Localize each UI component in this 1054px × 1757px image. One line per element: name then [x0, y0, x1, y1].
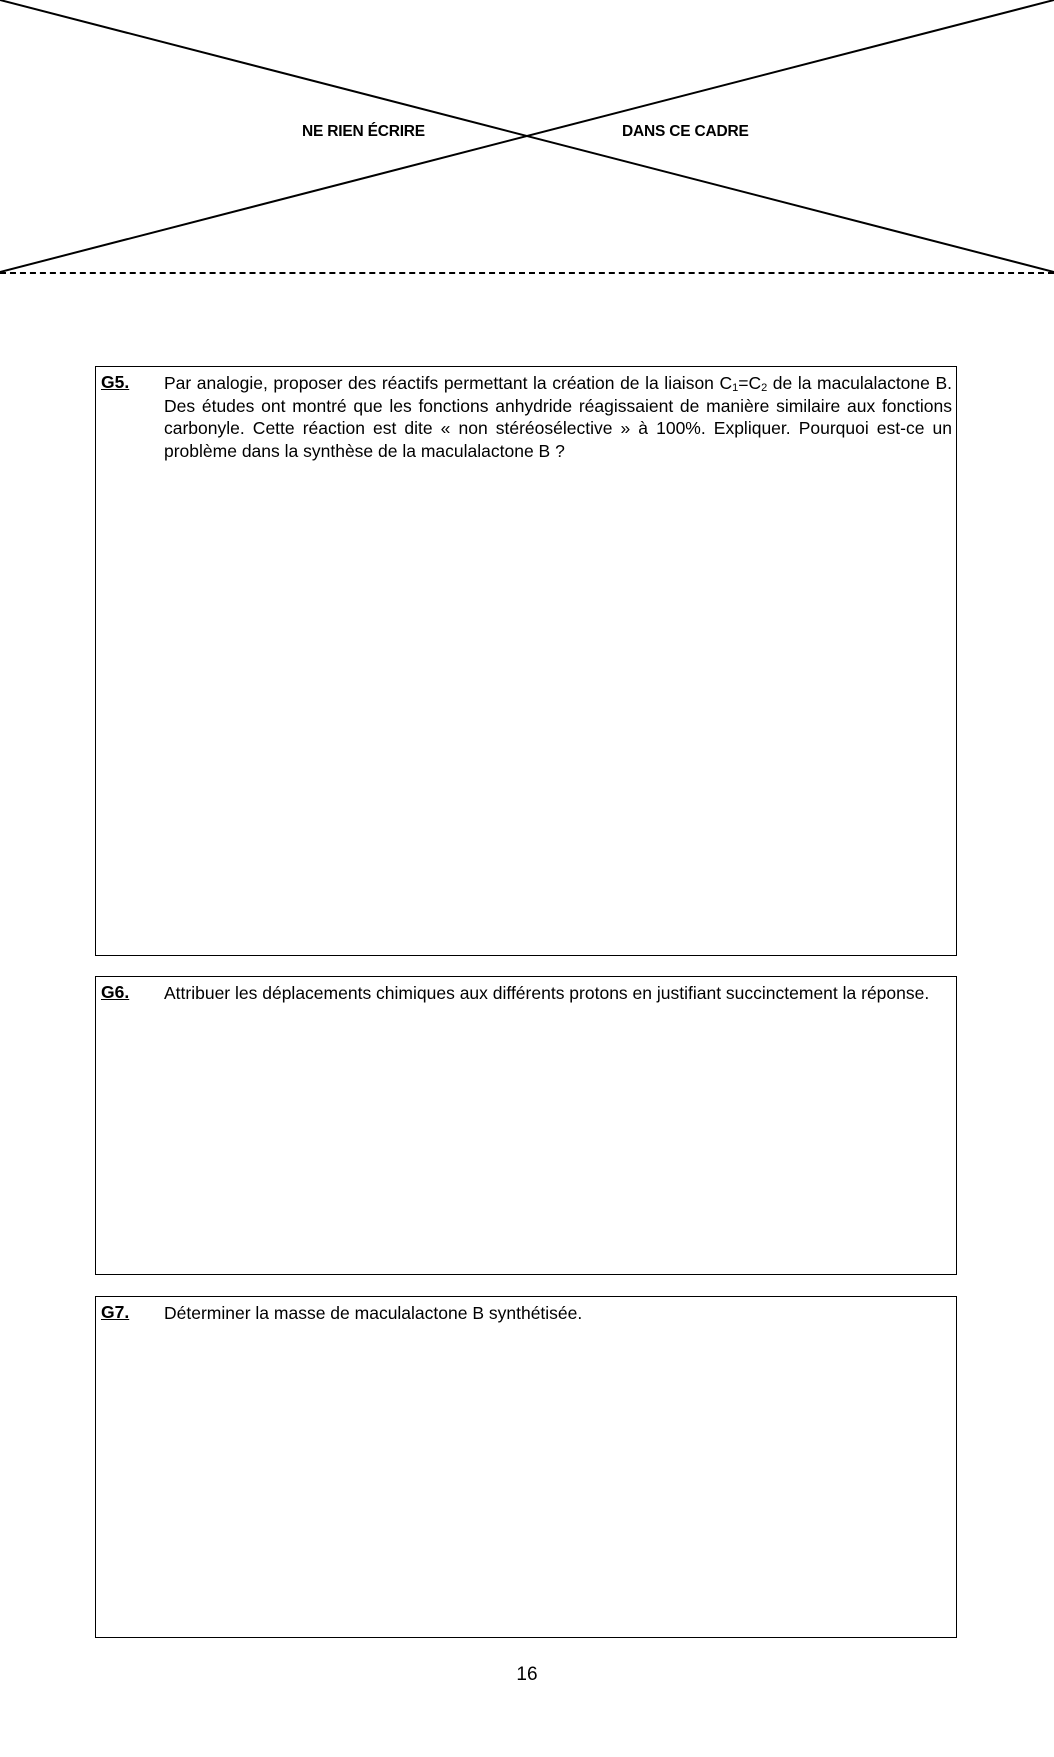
- question-label-g6: G6.: [101, 982, 130, 1002]
- question-text-g5: Par analogie, proposer des réactifs permettant la création de la liaison $C_1=C_2$ de la maculalactone B. Des études ont montré que les fonctions anhydride réagissaient de manière similaire aux fonctions carbonyle. Cette réaction est dite « non stéréosélective » à 100%. Expliquer. Pourquoi est-ce un problème dans la synthèse de la maculalactone B ?: [164, 373, 952, 461]
- header-right-label: DANS CE CADRE: [622, 123, 749, 140]
- page-number: 16: [516, 1664, 538, 1685]
- answer-box-g5[interactable]: [95, 366, 957, 956]
- question-label-g7: G7.: [101, 1302, 130, 1322]
- answer-box-g6[interactable]: [95, 976, 957, 1275]
- question-text-g7: Déterminer la masse de maculalactone B synthétisée.: [164, 1303, 583, 1323]
- question-text-g6: Attribuer les déplacements chimiques aux différents protons en justifiant succinctement la réponse.: [164, 983, 930, 1003]
- do-not-write-cross: [0, 0, 1054, 280]
- question-label-g5: G5.: [101, 372, 130, 392]
- header-left-label: NE RIEN ÉCRIRE: [302, 123, 425, 140]
- answer-box-g7[interactable]: [95, 1296, 957, 1638]
- cut-line: [0, 272, 1054, 274]
